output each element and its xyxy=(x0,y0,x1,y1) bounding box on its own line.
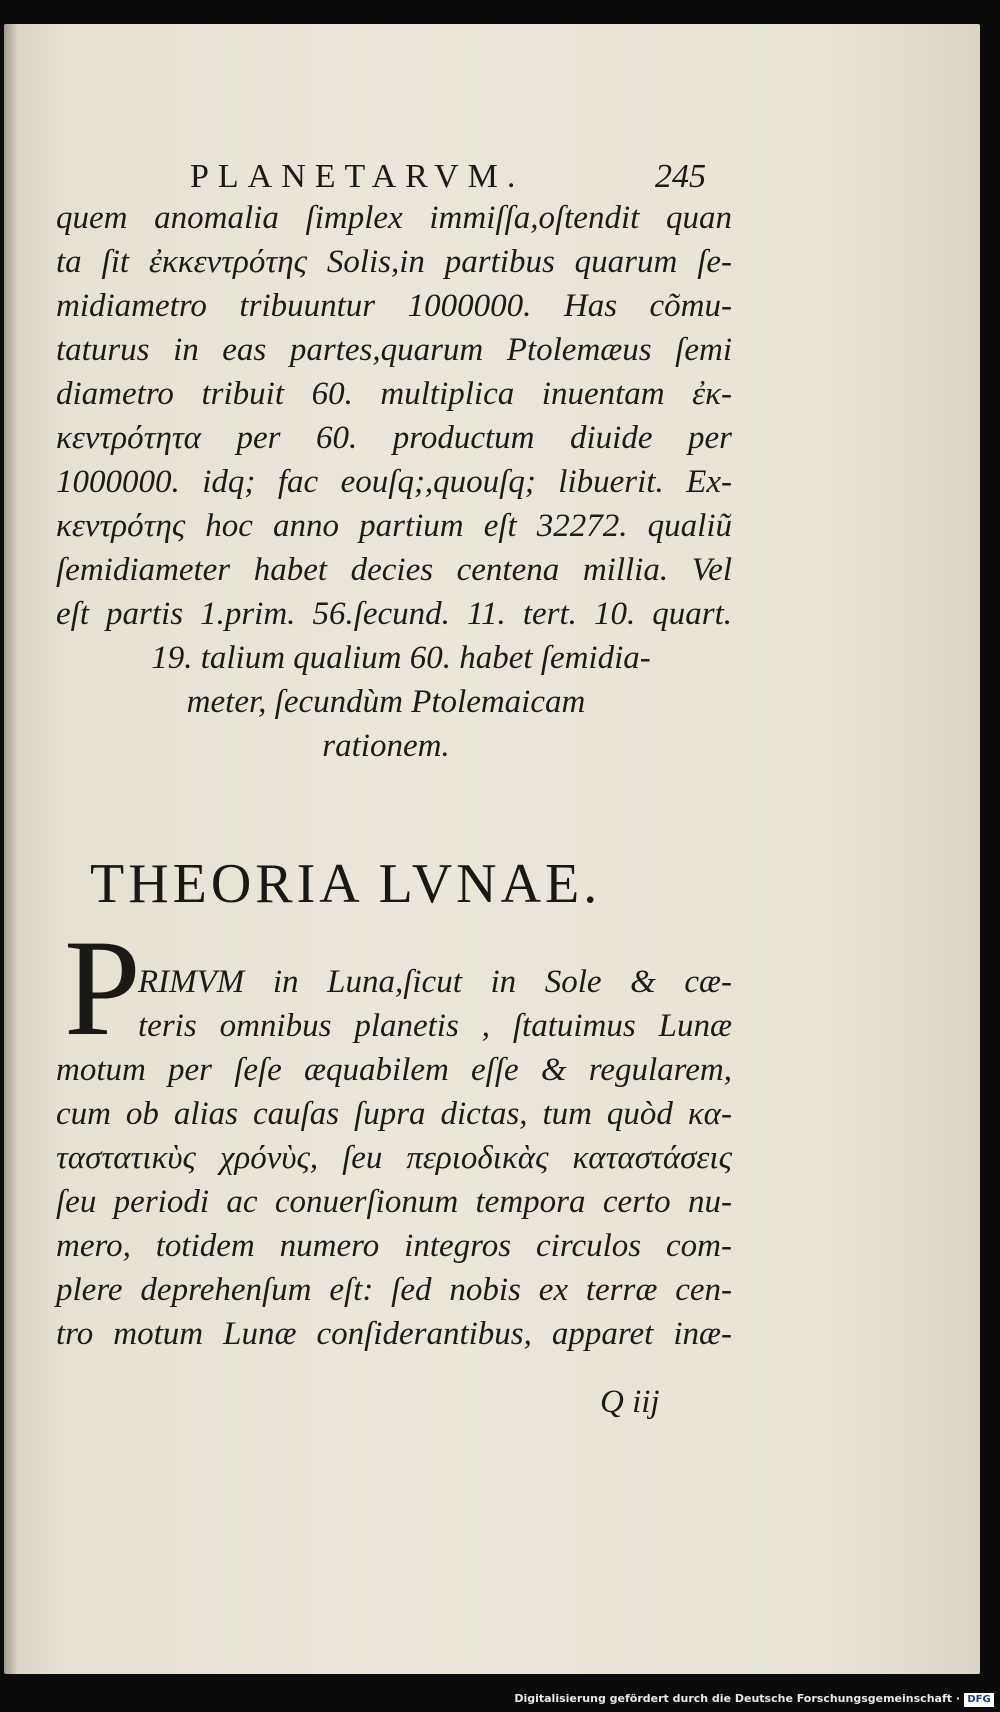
text-line: diametro tribuit 60. multiplica inuentam ἐκ- xyxy=(56,376,732,412)
text-line: 19. talium qualium 60. habet ſemidia- xyxy=(151,640,651,676)
page-header xyxy=(0,158,1000,198)
funding-credit: Digitalisierung gefördert durch die Deutsche Forschungsgemeinschaft · xyxy=(514,1692,960,1705)
text-line: eſt partis 1.prim. 56.ſecund. 11. tert. 10. quart. xyxy=(56,596,732,632)
text-line: midiametro tribuuntur 1000000. Has cõmu- xyxy=(56,288,732,324)
page-number: 245 xyxy=(655,158,706,195)
text-line: 1000000. idq; fac eouſq;,quouſq; libuerit. Ex- xyxy=(56,464,732,500)
dfg-logo: DFG xyxy=(964,1693,994,1707)
catchword-signature: Q iij xyxy=(600,1384,660,1420)
text-line: ta ſit ἐκκεντρότης Solis,in partibus quarum ſe- xyxy=(56,244,732,280)
text-line: ſeu periodi ac conuerſionum tempora certo nu- xyxy=(56,1184,732,1220)
text-line: rationem. xyxy=(322,728,450,764)
text-line: cum ob alias cauſas ſupra dictas, tum quòd κα- xyxy=(56,1096,732,1132)
text-line: plere deprehenſum eſt: ſed nobis ex terræ cen- xyxy=(56,1272,732,1308)
drop-cap: P xyxy=(64,911,141,1064)
text-line: ταστατικὺς χρόνὺς, ſeu περιοδικὰς καταστάσεις xyxy=(56,1140,732,1176)
page-gutter-shadow xyxy=(4,24,18,1674)
running-head: PLANETARVM. xyxy=(190,158,525,195)
text-line: ſemidiameter habet decies centena millia. Vel xyxy=(56,552,732,588)
text-line: κεντρότητα per 60. productum diuide per xyxy=(56,420,732,456)
section-title: THEORIA LVNAE. xyxy=(90,853,602,915)
text-line: quem anomalia ſimplex immiſſa,oſtendit quan xyxy=(56,200,732,236)
text-line: teris omnibus planetis , ſtatuimus Lunæ xyxy=(138,1008,732,1044)
text-line: taturus in eas partes,quarum Ptolemæus ſemi xyxy=(56,332,732,368)
text-line: RIMVM in Luna,ſicut in Sole & cæ- xyxy=(138,964,732,1000)
text-line: motum per ſeſe æquabilem eſſe & regularem, xyxy=(56,1052,732,1088)
text-line: tro motum Lunæ conſiderantibus, apparet inæ- xyxy=(56,1316,732,1352)
text-line: κεντρότης hoc anno partium eſt 32272. qualiũ xyxy=(56,508,732,544)
text-line: mero, totidem numero integros circulos com- xyxy=(56,1228,732,1264)
text-line: meter, ſecundùm Ptolemaicam xyxy=(186,684,586,720)
